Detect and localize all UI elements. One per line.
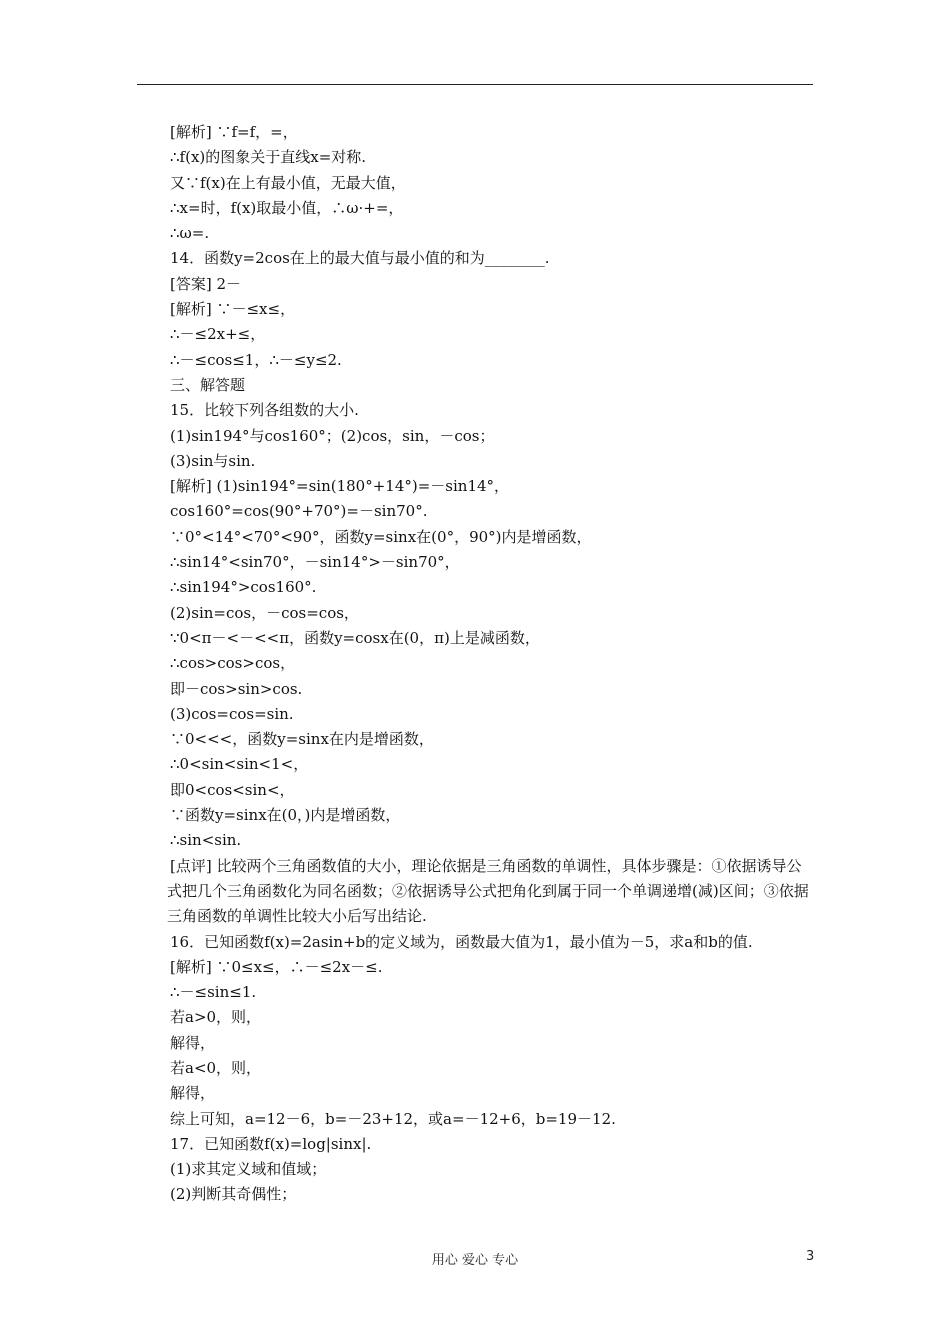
text-line: 15．比较下列各组数的大小. — [170, 401, 359, 420]
text-line: ∵0<<<，函数y=sinx在内是增函数， — [170, 730, 434, 749]
text-line: ∴sin194°>cos160°. — [170, 578, 317, 597]
text-line: cos160°=cos(90°+70°)=－sin70°. — [170, 502, 428, 521]
text-line: ∵0<π－<－<<π，函数y=cosx在(0，π)上是减函数， — [170, 628, 540, 647]
text-line: ∴x=时，f(x)取最小值，∴ω·+=， — [170, 198, 404, 217]
comment-paragraph: [点评] 比较两个三角函数值的大小，理论依据是三角函数的单调性，具体步骤是：①依据诱导公式把几个三角函数化为同名函数；②依据诱导公式把角化到属于同一个单调递增(减)区间；③依据三角函数的单调性比较大小后写出结论. — [167, 856, 809, 926]
document-body — [167, 120, 815, 1208]
text-line: ∴sin14°<sin70°，－sin14°>－sin70°， — [170, 553, 460, 572]
page-footer: 用心 爱心 专心 — [431, 1253, 519, 1268]
text-line: 若a<0，则， — [170, 1058, 262, 1077]
text-line: (2)sin=cos，－cos=cos， — [170, 603, 359, 622]
text-line: 解得， — [170, 1033, 216, 1052]
text-line: ∵0°<14°<70°<90°，函数y=sinx在(0°，90°)内是增函数， — [170, 527, 592, 546]
text-line: [解析] ∵－≤x≤， — [170, 300, 296, 319]
text-line: 14．函数y=2cos在上的最大值与最小值的和为________. — [170, 249, 550, 268]
text-line: ∴－≤cos≤1，∴－≤y≤2. — [170, 350, 342, 369]
text-line: ∴f(x)的图象关于直线x=对称. — [170, 148, 367, 167]
text-line: 16．已知函数f(x)=2asin+b的定义域为，函数最大值为1，最小值为－5，求a和b的值. — [170, 932, 753, 951]
text-line: (3)cos=cos=sin. — [170, 704, 294, 723]
text-line: (3)sin与sin. — [170, 451, 256, 470]
text-line: (1)求其定义域和值域； — [170, 1160, 327, 1179]
text-line: 17．已知函数f(x)=log|sinx|. — [170, 1134, 372, 1153]
text-line: ∴0<sin<sin<1<， — [170, 755, 309, 774]
text-line: ∵函数y=sinx在(0，)内是增函数， — [170, 806, 401, 825]
section-heading: 三、解答题 — [170, 375, 246, 394]
text-line: [解析] ∵0≤x≤，∴－≤2x－≤. — [170, 957, 383, 976]
header-rule — [137, 84, 813, 85]
text-line: 即－cos>sin>cos. — [170, 679, 303, 698]
text-line: 若a>0，则， — [170, 1008, 262, 1027]
text-line: ∴ω=. — [170, 224, 210, 243]
text-line: [解析] ∵f=f，=， — [170, 123, 298, 141]
text-line: [解析] (1)sin194°=sin(180°+14°)=－sin14°， — [170, 477, 510, 496]
text-line: (2)判断其奇偶性； — [170, 1185, 297, 1204]
text-line: 又∵f(x)在上有最小值，无最大值， — [170, 173, 406, 192]
text-line: 综上可知，a=12－6，b=－23+12，或a=－12+6，b=19－12. — [170, 1109, 616, 1128]
page-number: 3 — [806, 1249, 815, 1264]
text-line: (1)sin194°与cos160°；(2)cos，sin，－cos； — [170, 426, 495, 445]
text-line: ∴sin<sin. — [170, 831, 242, 850]
text-line: [答案] 2－ — [170, 274, 242, 293]
text-line: ∴cos>cos>cos， — [170, 654, 296, 673]
text-line: 解得， — [170, 1084, 216, 1103]
text-line: ∴－≤2x+≤， — [170, 325, 266, 344]
text-line: ∴－≤sin≤1. — [170, 983, 257, 1002]
text-line: 即0<cos<sin<， — [170, 780, 295, 799]
